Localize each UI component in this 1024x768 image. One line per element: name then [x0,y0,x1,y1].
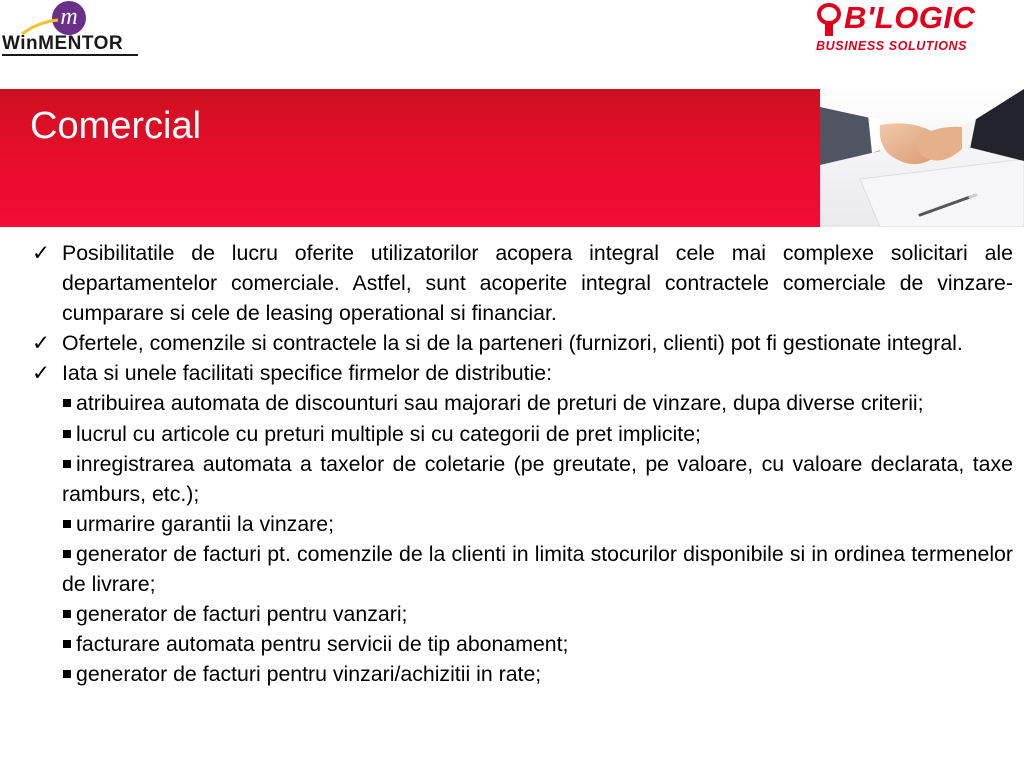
handshake-image [820,89,1024,227]
content-body [32,238,1013,689]
square-bullet-icon [63,550,71,558]
blogic-logo-subtitle: BUSINESS SOLUTIONS [816,39,968,53]
list-item [32,358,1013,388]
blogic-logo-title: B'LOGIC [844,0,976,35]
list-item [32,328,1013,358]
sub-list-item-text: inregistrarea automata a taxelor de coletarie (pe greutate, pe valoare, cu valoare declarata, taxe ramburs, etc.); [62,451,1013,506]
sub-list-item [32,509,1013,539]
sub-list-item-text: urmarire garantii la vinzare; [76,511,335,536]
winmentor-logo [0,0,140,60]
check-icon: ✓ [32,241,50,265]
list-item-text: Ofertele, comenzile si contractele la si de la parteneri (furnizori, clienti) pot fi gestionate integral. [62,331,963,356]
sub-list-item [32,599,1013,629]
sub-list-item [32,659,1013,689]
sub-list-item [32,388,1013,418]
square-bullet-icon [63,460,71,468]
sub-list-item-text: facturare automata pentru servicii de tip abonament; [76,632,569,657]
title-banner [0,89,820,227]
sub-list-item-text: generator de facturi pentru vinzari/achizitii in rate; [76,662,542,687]
square-bullet-icon [63,430,71,438]
list-item-text: Posibilitatile de lucru oferite utilizatorilor acopera integral cele mai complexe solicitari ale departamentelor comerciale. Astfel, sunt acoperite integral contractele comerciale de vinzare-cumparare si cele de leasing operational si financiar. [62,241,1013,326]
check-icon: ✓ [32,331,50,356]
blogic-logo [814,0,1024,60]
sub-list-item [32,449,1013,509]
sub-list-item [32,629,1013,659]
square-bullet-icon [63,640,71,648]
sub-list-item-text: generator de facturi pentru vanzari; [76,602,408,627]
list-item-text: Iata si unele facilitati specifice firmelor de distributie: [62,361,553,386]
sub-list-item-text: atribuirea automata de discounturi sau majorari de preturi de vinzare, dupa diverse criterii; [76,391,924,416]
page-title: Comercial [30,105,202,147]
sub-list-item-text: generator de facturi pt. comenzile de la clienti in limita stocurilor disponibile si in ordinea termenelor de livrare; [62,541,1013,597]
square-bullet-icon [63,399,71,407]
sub-list-item [32,539,1013,599]
winmentor-logo-text: WinMENTOR [2,33,124,54]
ring-icon [814,2,844,38]
sub-list-item [32,419,1013,449]
winmentor-monogram: m [52,1,86,35]
list-item [32,238,1013,328]
square-bullet-icon [63,610,71,618]
square-bullet-icon [63,670,71,678]
check-icon: ✓ [32,361,50,386]
logo-underline [2,54,138,56]
square-bullet-icon [63,520,71,528]
sub-list-item-text: lucrul cu articole cu preturi multiple si cu categorii de pret implicite; [76,421,701,446]
